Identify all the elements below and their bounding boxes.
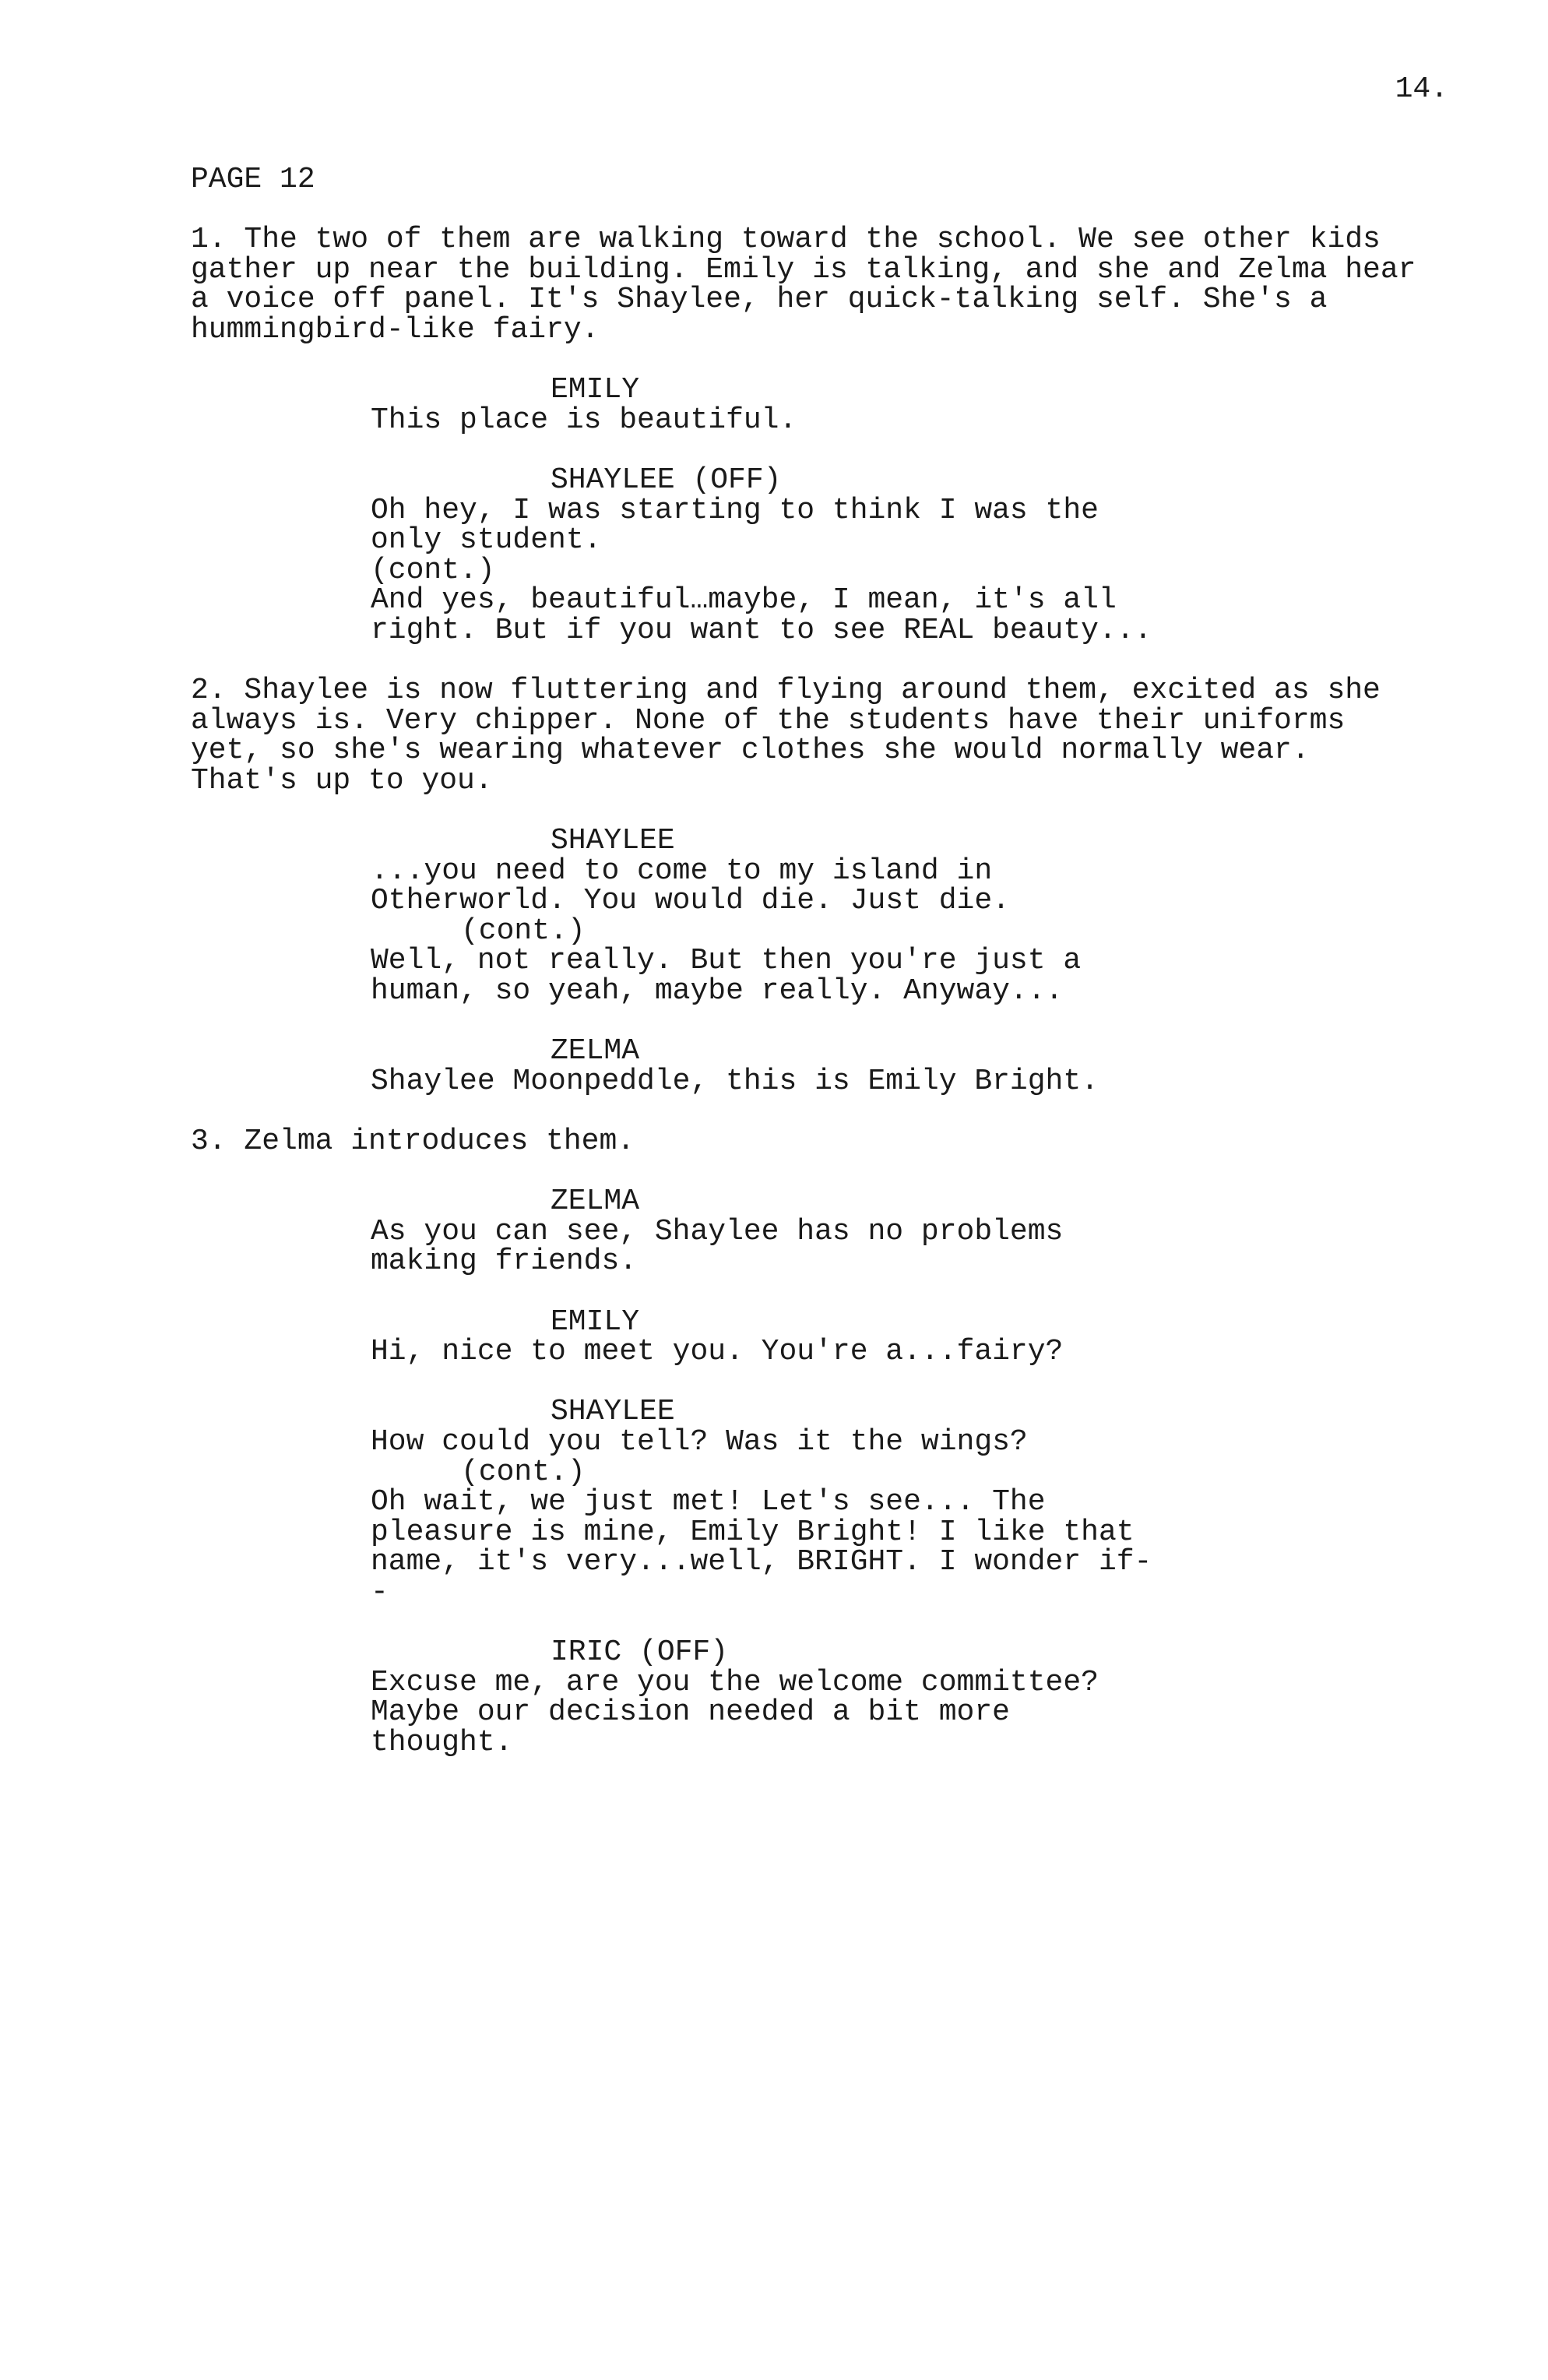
parenthetical: (cont.) [461,914,586,948]
dialogue-line: human, so yeah, maybe really. Anyway... [371,974,1064,1009]
dialogue-line: Excuse me, are you the welcome committee? [371,1665,1099,1699]
action-line: PAGE 12 [191,163,315,196]
dialogue-line: Maybe our decision needed a bit more [371,1695,1010,1730]
blank-line [191,346,1452,376]
character-name: EMILY [551,373,640,407]
character-name: SHAYLEE (OFF) [551,463,782,497]
dialogue-line: name, it's very...well, BRIGHT. I wonder if- [371,1545,1152,1579]
character-name: SHAYLEE [551,824,675,858]
parenthetical: (cont.) [371,553,495,587]
dialogue-line: Oh hey, I was starting to think I was the [371,493,1099,527]
dialogue-line: ...you need to come to my island in [371,854,993,888]
action-line: always is. Very chipper. None of the students have their uniforms [191,703,1346,738]
blank-line [191,796,1452,826]
dialogue-line: Hi, nice to meet you. You're a...fairy? [371,1335,1064,1369]
action-line: 3. Zelma introduces them. [191,1125,635,1158]
action-line: a voice off panel. It's Shaylee, her quick-talking self. She's a [191,283,1328,317]
dialogue-line: And yes, beautiful…maybe, I mean, it's all [371,583,1117,618]
dialogue-line: How could you tell? Was it the wings? [371,1424,1028,1459]
dialogue-line: Shaylee Moonpeddle, this is Emily Bright. [371,1064,1099,1098]
action-line: hummingbird-like fairy. [191,312,600,347]
action-line: yet, so she's wearing whatever clothes she would normally wear. [191,734,1310,768]
dialogue-line: pleasure is mine, Emily Bright! I like that [371,1515,1135,1549]
blank-line [191,1157,1452,1188]
dialogue-line: Oh wait, we just met! Let's see... The [371,1485,1046,1519]
dialogue-line: Otherworld. You would die. Just die. [371,884,1010,918]
dialogue-line: As you can see, Shaylee has no problems [371,1214,1064,1248]
dialogue-line: This place is beautiful. [371,403,797,437]
blank-line [191,1368,1452,1398]
dialogue-line: right. But if you want to see REAL beauty... [371,613,1152,647]
blank-line [191,435,1452,466]
parenthetical: (cont.) [461,1455,586,1489]
blank-line [191,1097,1452,1127]
character-name: EMILY [551,1304,640,1339]
character-name: SHAYLEE [551,1395,675,1429]
action-line: 2. Shaylee is now fluttering and flying around them, excited as she [191,674,1381,708]
blank-line [191,1608,1452,1639]
blank-line [191,195,1452,226]
character-name: IRIC (OFF) [551,1635,729,1670]
page-number: 14. [1395,72,1448,106]
blank-line [191,646,1452,677]
dialogue-line: making friends. [371,1245,638,1279]
dialogue-line: only student. [371,523,602,558]
dialogue-line: - [371,1575,389,1609]
action-line: 1. The two of them are walking toward the school. We see other kids [191,223,1381,257]
action-line: gather up near the building. Emily is talking, and she and Zelma hear [191,252,1416,287]
character-name: ZELMA [551,1185,640,1219]
action-line: That's up to you. [191,763,493,797]
script-body [191,165,1452,1758]
dialogue-line: thought. [371,1725,513,1759]
blank-line [191,1277,1452,1308]
blank-line [191,1007,1452,1037]
character-name: ZELMA [551,1034,640,1069]
dialogue-line: Well, not really. But then you're just a [371,944,1082,978]
